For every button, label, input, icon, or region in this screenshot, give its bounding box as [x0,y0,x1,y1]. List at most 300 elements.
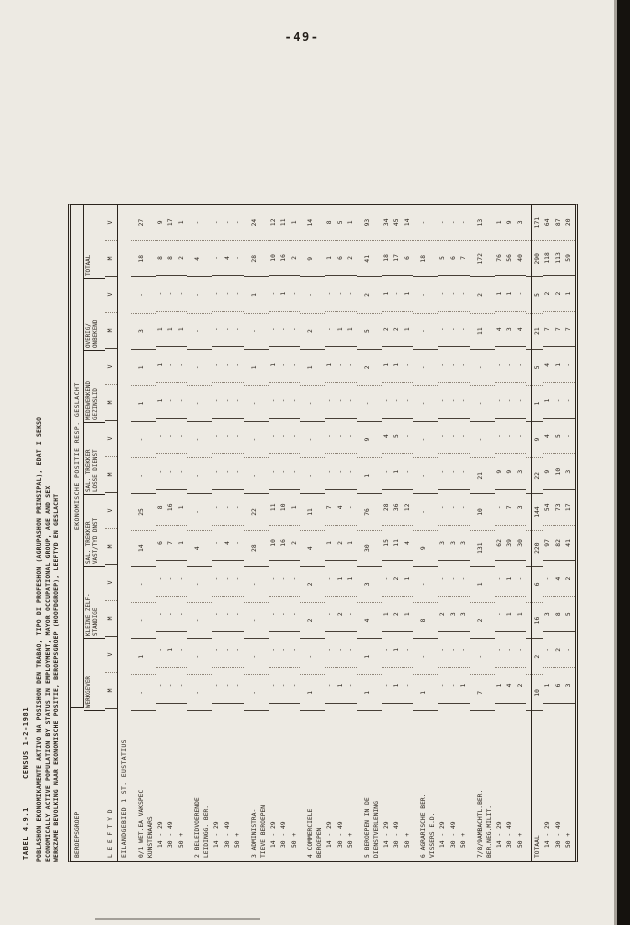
value-cell-m: - [459,383,470,419]
title-line-dutch: WERKZAME BEVOLKING NAAR EKONOMISCHE POSITIE, BEROEPSGROEP (HOOFDGROEP), LEEFTYD EN GESLACHT [52,493,61,862]
value-cell-v: - [516,276,527,312]
value-cell-v [526,639,531,675]
value-cell-v: - [305,639,316,675]
value-cell-m: 4 [192,241,203,277]
value-cell-v: 1 [505,561,516,597]
column-group-label-line1: TOTAAL [85,254,92,276]
value-cell-v: 2 [392,561,403,597]
occupation-group-label: 7/8/9AMBACHTL.BER. [476,789,484,858]
value-cell-v: - [564,347,575,383]
value-cell-m: 10 [532,675,543,711]
value-cell-m: 1 [516,597,527,633]
value-cell-m: - [269,383,280,419]
value-cell-m: - [136,675,147,711]
value-cell-v: - [495,632,506,668]
value-cell-v: 1 [156,347,167,383]
value-cell-v: - [449,419,460,455]
value-cell-m: 82 [554,526,565,562]
value-cell-v: - [418,277,429,313]
value-cell-m: - [418,458,429,494]
value-cell-m: 76 [495,241,506,277]
value-cell-v: - [449,490,460,526]
value-cell-v [486,277,495,313]
value-cell-m: 22 [532,458,543,494]
value-cell-v: - [449,205,460,241]
value-cell-m: 7 [459,241,470,277]
sex-header-cell: V [105,205,117,241]
value-cell-v: 4 [543,347,554,383]
value-cell-v: - [438,347,449,383]
value-cell-m: 4 [192,531,203,567]
value-cell-m: - [346,454,357,490]
value-cell-m: - [192,458,203,494]
age-label: 30 - 49 [449,821,457,848]
age-label: 14 - 29 [213,821,221,848]
age-row [403,205,414,861]
value-cell-m: 3 [505,312,516,348]
value-cell-v [260,277,269,313]
value-cell-m: 1 [543,668,554,704]
age-row [269,205,280,861]
value-cell-v: - [403,347,414,383]
value-cell-v: - [459,419,470,455]
value-cell-v: - [177,419,188,455]
value-cell-v: 10 [475,494,486,530]
value-cell-v: 1 [495,276,506,312]
age-label: 50 + [403,832,411,848]
value-cell-v: 20 [564,205,575,241]
value-cell-m: 6 [554,668,565,704]
value-cell-m: - [505,383,516,419]
spacer-label-cell [526,711,531,861]
value-cell-v: - [166,347,177,383]
value-cell-m: 6 [336,241,347,277]
value-cell-v: - [505,632,516,668]
value-cell-m: 2 [177,241,188,277]
value-cell-v: 10 [279,490,290,526]
value-cell-m [373,531,382,567]
value-cell-m: - [269,597,280,633]
value-cell-v: - [438,632,449,668]
value-cell-m: 5 [438,241,449,277]
age-label: 14 - 29 [439,821,447,848]
value-cell-v: - [449,561,460,597]
value-cell-v: - [212,561,223,597]
value-cell-v: 2 [543,276,554,312]
value-cell-m: - [418,386,429,422]
value-cell-m: 1 [403,597,414,633]
value-cell-v: - [438,205,449,241]
value-cell-v [486,422,495,458]
value-cell-m: - [249,603,260,639]
value-cell-m: - [325,668,336,704]
value-cell-v [429,422,438,458]
value-cell-m: - [177,454,188,490]
value-cell-v: - [279,561,290,597]
value-cell-v [526,494,531,530]
value-cell-m: - [156,597,167,633]
value-cell-v: - [475,639,486,675]
value-cell-m: 1 [403,312,414,348]
value-cell-v: - [223,347,234,383]
value-cell-v: 1 [177,205,188,241]
value-cell-m [147,314,156,350]
value-cell-v: - [516,347,527,383]
value-cell-m: 18 [418,241,429,277]
value-cell-v: 17 [166,205,177,241]
value-cell-v: 73 [554,490,565,526]
value-cell-v: - [382,561,393,597]
age-row [459,205,470,861]
value-cell-v: - [475,422,486,458]
occupation-group-label-line2: KUNSTENAARS [146,816,154,858]
value-cell-m: 4 [495,312,506,348]
value-cell-m [316,603,325,639]
value-cell-v: - [505,419,516,455]
value-cell-m: 10 [269,526,280,562]
group-total-row [305,205,316,861]
value-cell-m: - [290,383,301,419]
value-cell-v: 45 [392,205,403,241]
value-cell-m [429,458,438,494]
value-cell-v: - [449,347,460,383]
value-cell-v: - [438,276,449,312]
column-group-label-line2: LOSSE DIENST [93,449,100,492]
value-cell-v: - [136,277,147,313]
value-cell-v: - [177,561,188,597]
value-cell-m: - [249,314,260,350]
value-cell-v: - [305,422,316,458]
value-cell-v [373,205,382,241]
value-cell-m: 172 [475,241,486,277]
value-cell-m: 1 [543,383,554,419]
value-cell-m: - [305,458,316,494]
sex-header-cell: V [105,349,117,385]
value-cell-v: 4 [382,419,393,455]
value-cell-v: - [249,422,260,458]
sex-header-cell: M [105,457,117,493]
sex-header-row [105,205,117,709]
value-cell-m: 2 [392,597,403,633]
value-cell-m: 290 [532,241,543,277]
value-cell-v: - [192,639,203,675]
value-cell-v: - [269,419,280,455]
value-cell-v: - [212,419,223,455]
col-header-beroepsgroep: BEROEPSGROEP [72,811,81,858]
value-cell-m: 3 [543,597,554,633]
value-cell-v [203,422,212,458]
value-cell-m: 1 [136,386,147,422]
value-cell-m: - [156,454,167,490]
age-row [346,205,357,861]
value-cell-m: - [438,383,449,419]
age-label: 50 + [565,832,573,848]
value-cell-v: - [516,632,527,668]
value-cell-m: 4 [516,312,527,348]
value-cell-v [429,350,438,386]
value-cell-m: - [382,668,393,704]
column-group-header [84,423,105,495]
value-cell-m: - [554,383,565,419]
value-cell-m: 7 [554,312,565,348]
value-cell-m [486,241,495,277]
value-cell-v [147,639,156,675]
value-cell-v: 2 [532,639,543,675]
column-group-label-line2: ONBEKEND [93,319,100,348]
group-total-row [362,205,373,861]
value-cell-m: 1 [166,312,177,348]
value-cell-v: - [192,350,203,386]
value-cell-m: 11 [475,314,486,350]
age-label: 14 - 29 [156,821,164,848]
value-cell-m [373,675,382,711]
value-cell-m: - [223,454,234,490]
value-cell-m [147,531,156,567]
title-line-english: ECONOMICALLY ACTIVE POPULATION BY STATUS IN EMPLOYMENT, MAYOR OCCUPATIONAL GROUP, AGE AND SEX [43,485,52,862]
value-cell-m: - [516,383,527,419]
value-cell-m: 6 [156,526,167,562]
value-cell-m: - [177,668,188,704]
value-cell-m [260,241,269,277]
value-cell-m: 2 [475,603,486,639]
value-cell-v: - [166,419,177,455]
value-cell-v: 16 [166,490,177,526]
value-cell-v: 11 [279,205,290,241]
value-cell-m: - [177,597,188,633]
sex-header-cell: M [105,529,117,565]
value-cell-v: 2 [554,632,565,668]
value-cell-v: - [449,276,460,312]
age-row [212,205,223,861]
value-cell-v: 87 [554,205,565,241]
value-cell-m: 41 [362,241,373,277]
group-total-row [531,205,543,861]
value-cell-m: 7 [475,675,486,711]
column-group-label-line1: SAL. TREKKER [85,521,92,564]
value-cell-v: 76 [362,494,373,530]
value-cell-v [203,277,212,313]
value-cell-m: 15 [382,526,393,562]
age-label: 50 + [177,832,185,848]
value-cell-v: - [475,350,486,386]
value-cell-v [526,422,531,458]
value-cell-v: - [233,632,244,668]
value-cell-v [203,567,212,603]
value-cell-m [486,603,495,639]
value-cell-m: 28 [249,531,260,567]
value-cell-v: 1 [382,276,393,312]
age-row [290,205,301,861]
age-row [382,205,393,861]
value-cell-v [147,422,156,458]
value-cell-v: - [418,567,429,603]
value-cell-v: 1 [136,639,147,675]
value-cell-v [373,350,382,386]
value-cell-v: 2 [554,276,565,312]
value-cell-m: - [192,386,203,422]
value-cell-m: - [382,454,393,490]
column-group-header [84,567,105,639]
value-cell-m: 3 [459,526,470,562]
table-header-row-1 [71,205,84,861]
value-cell-m: - [403,383,414,419]
value-cell-v [526,567,531,603]
value-cell-m: 2 [305,314,316,350]
value-cell-v: - [418,422,429,458]
value-cell-v: - [166,276,177,312]
value-cell-v: - [192,567,203,603]
value-cell-v: 1 [249,350,260,386]
value-cell-v: 1 [290,490,301,526]
table-reference-line [22,202,30,860]
value-cell-m [526,314,531,350]
spanning-header-ekonomische-positie: EKONOMISCHE POSITIE RESP. GESLACHT [71,205,84,708]
value-cell-v: 2 [305,567,316,603]
value-cell-v [429,639,438,675]
age-label: 30 - 49 [280,821,288,848]
value-cell-m: - [269,312,280,348]
value-cell-v: - [495,490,506,526]
value-cell-m: 8 [554,597,565,633]
value-cell-m [373,386,382,422]
value-cell-v: 22 [249,494,260,530]
column-group-label-line2: STANDIGE [93,607,100,636]
value-cell-m: - [233,312,244,348]
value-cell-v [316,639,325,675]
value-cell-v: 1 [403,276,414,312]
value-cell-m: - [290,312,301,348]
value-cell-m: 18 [136,241,147,277]
value-cell-m [373,603,382,639]
value-cell-v: 1 [554,347,565,383]
scan-artifact-mark [95,918,260,920]
value-cell-m [316,675,325,711]
value-cell-v: - [403,419,414,455]
value-cell-v: 28 [382,490,393,526]
occupation-group-label-line2: BEROEPEN [316,827,324,858]
value-cell-v: 4 [543,419,554,455]
value-cell-m: 5 [564,597,575,633]
value-cell-m: - [449,668,460,704]
value-cell-v: - [336,632,347,668]
value-cell-m: 1 [346,312,357,348]
value-cell-v [316,350,325,386]
group-label-second-line-row [147,205,156,861]
section-label: EILANDGEBIED 1 ST. EUSTATIUS [119,739,128,858]
value-cell-m [316,314,325,350]
value-cell-m: - [212,383,223,419]
value-cell-m: - [279,383,290,419]
group-label-second-line-row [260,205,269,861]
value-cell-v: - [156,276,167,312]
value-cell-m: - [325,383,336,419]
value-cell-v: 2 [564,561,575,597]
value-cell-m: 2 [392,312,403,348]
value-cell-m: - [249,386,260,422]
value-cell-m: 1 [459,668,470,704]
occupation-group-label-line2: VISSERS E.D. [429,812,437,858]
value-cell-m: 118 [543,241,554,277]
value-cell-v: - [325,561,336,597]
value-cell-v: - [438,490,449,526]
value-cell-v [373,567,382,603]
value-cell-v: 1 [495,205,506,241]
value-cell-m: 2 [305,603,316,639]
value-cell-m: 16 [532,603,543,639]
value-cell-m: 16 [279,241,290,277]
value-cell-m: - [233,454,244,490]
age-label: 14 - 29 [326,821,334,848]
value-cell-m: 1 [346,526,357,562]
value-cell-v [429,494,438,530]
value-cell-m [429,603,438,639]
value-cell-v: 2 [362,277,373,313]
value-cell-m: - [223,312,234,348]
value-cell-v: 3 [516,205,527,241]
value-cell-m: 4 [403,526,414,562]
value-cell-v: - [459,561,470,597]
value-cell-m [260,603,269,639]
age-label: 30 - 49 [167,821,175,848]
value-cell-v: 11 [305,494,316,530]
value-cell-v: - [192,494,203,530]
column-group-label-line1: KLEINE ZELF- [85,593,92,636]
value-cell-v: - [249,639,260,675]
value-cell-m: 10 [554,454,565,490]
value-cell-v: - [564,419,575,455]
value-cell-m: - [382,383,393,419]
value-cell-m: 2 [382,312,393,348]
value-cell-v: 5 [532,277,543,313]
group-total-row [249,205,260,861]
value-cell-m: - [156,668,167,704]
value-cell-m: 4 [223,526,234,562]
value-cell-v [486,350,495,386]
value-cell-v [429,277,438,313]
value-cell-m: 3 [564,454,575,490]
value-cell-m: 1 [505,597,516,633]
value-cell-v: - [346,632,357,668]
value-cell-v: 64 [543,205,554,241]
age-label: 50 + [234,832,242,848]
age-row [392,205,403,861]
value-cell-m: - [212,668,223,704]
value-cell-m [373,314,382,350]
value-cell-m: - [279,454,290,490]
value-cell-m: - [336,383,347,419]
age-row [495,205,506,861]
value-cell-v: - [269,561,280,597]
value-cell-m [526,603,531,639]
value-cell-m: 30 [362,531,373,567]
value-cell-v: 4 [336,490,347,526]
value-cell-v: 11 [269,490,280,526]
value-cell-v: 8 [325,205,336,241]
value-cell-m: - [212,526,223,562]
value-cell-m: 6 [403,241,414,277]
occupation-group-label: 6 AGRARISCHE BER. [420,793,428,858]
value-cell-v: 34 [382,205,393,241]
value-cell-v: 54 [543,490,554,526]
value-cell-v [147,494,156,530]
age-label: 50 + [460,832,468,848]
value-cell-v: - [212,276,223,312]
column-group-label-line1: OVERIG/ [85,323,92,348]
value-cell-m: - [346,668,357,704]
age-row [233,205,244,861]
value-cell-v [316,494,325,530]
value-cell-v: - [336,276,347,312]
